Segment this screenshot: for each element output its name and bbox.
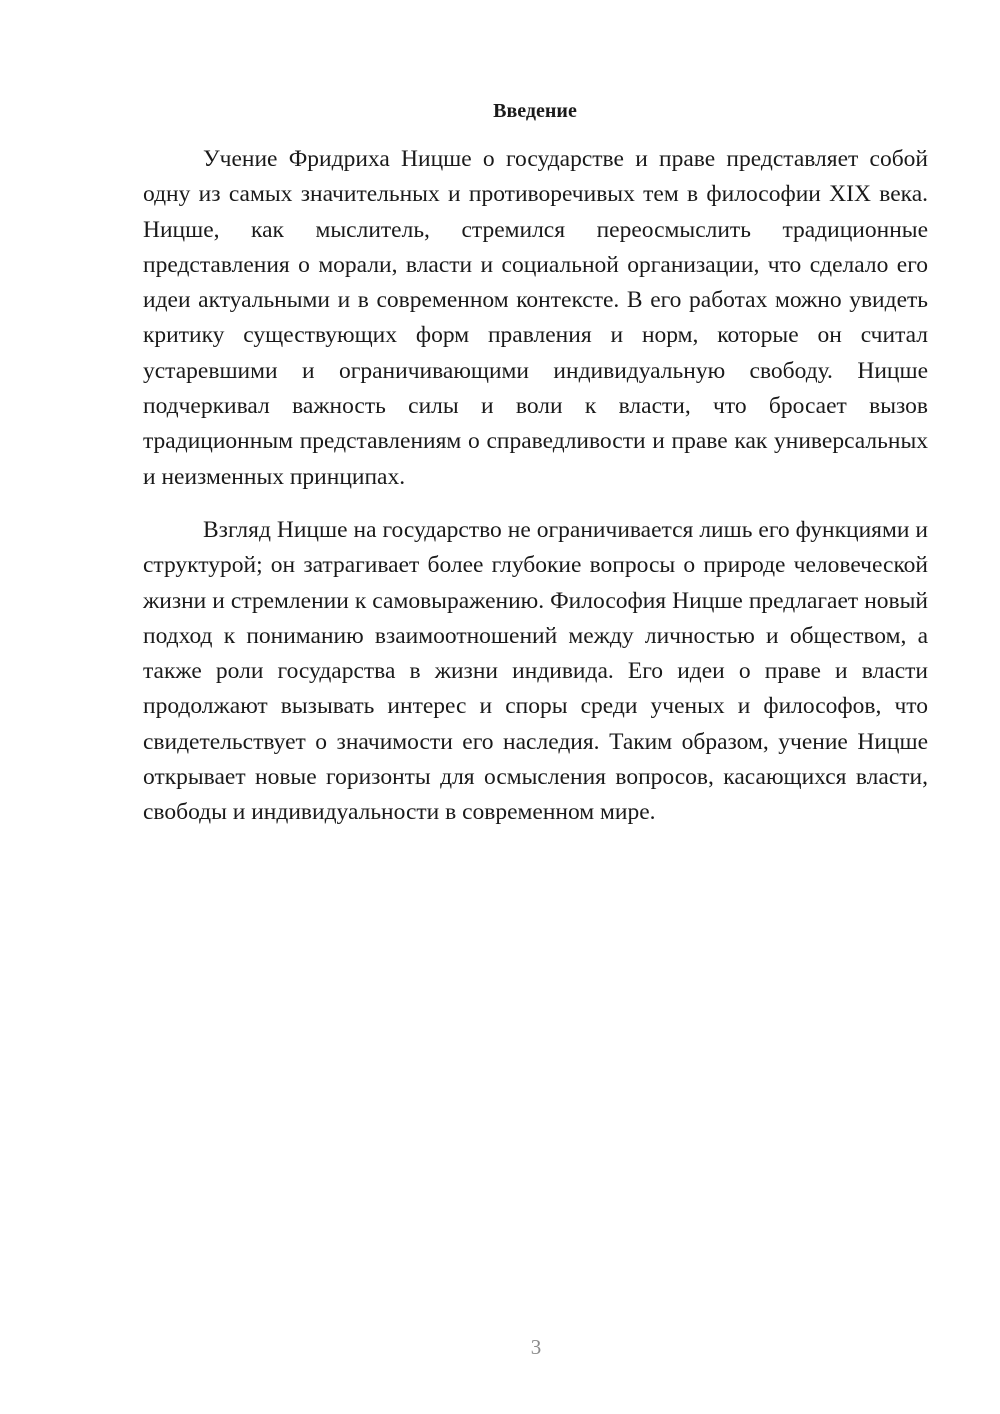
section-heading: Введение <box>493 100 577 122</box>
paragraph-2: Взгляд Ницше на государство не ограничивается лишь его функциями и структурой; он затрагивает более глубокие вопросы о природе человеческой жизни и стремлении к самовыражению. Философия Ницше предлагает новый подход к пониманию взаимоотношений между личностью и обществом, а также роли государства в жизни индивида. Его идеи о праве и власти продолжают вызывать интерес и споры среди ученых и философов, что свидетельствует о значимости его наследия. Таким образом, учение Ницше открывает новые горизонты для осмысления вопросов, касающихся власти, свободы и индивидуальности в современном мире. <box>143 516 928 826</box>
paragraph-1: Учение Фридриха Ницше о государстве и праве представляет собой одну из самых значительных и противоречивых тем в философии XIX века. Ницше, как мыслитель, стремился переосмыслить традиционные представления о морали, власти и социальной организации, что сделало его идеи актуальными и в современном контексте. В его работах можно увидеть критику существующих форм правления и норм, которые он считал устаревшими и ограничивающими индивидуальную свободу. Ницше подчеркивал важность силы и воли к власти, что бросает вызов традиционным представлениям о справедливости и праве как универсальных и неизменных принципах. <box>143 146 928 490</box>
page-number: 3 <box>530 1335 542 1359</box>
body-text <box>143 142 928 831</box>
